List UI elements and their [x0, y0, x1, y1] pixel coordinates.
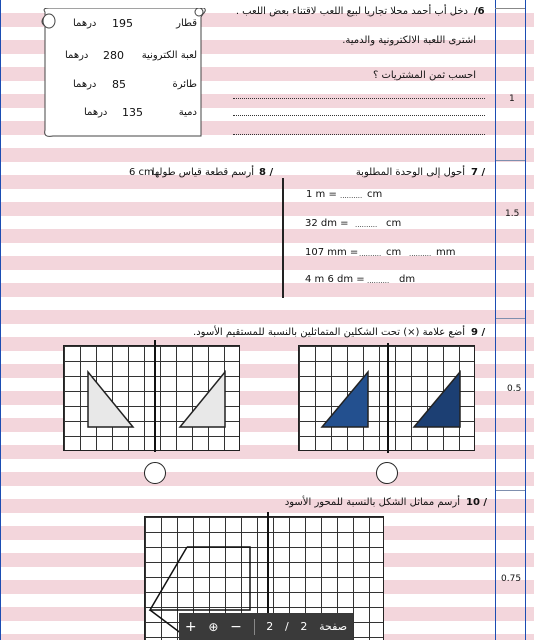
margin-line-right	[525, 0, 526, 640]
q7-row3-right: mm	[436, 247, 456, 258]
q7-row4-left: 4 m 6 dm =	[305, 274, 365, 285]
q6-line3: احسب ثمن المشتريات ؟	[372, 70, 476, 81]
q6-line2: اشترى اللعبة الالكترونية والدمية.	[342, 35, 476, 46]
q9-answer-circle-right[interactable]	[376, 462, 398, 484]
q6-number: /6	[474, 6, 485, 17]
price-name-2: طائرة	[172, 79, 197, 90]
price-unit-3: درهما	[84, 107, 108, 118]
margin-line-far-left	[0, 0, 1, 640]
q7-row3-left: 107 mm =	[305, 247, 359, 258]
zoom-in-button[interactable]: +	[184, 618, 197, 635]
page-total: 2	[266, 620, 274, 633]
price-name-0: قطار	[176, 18, 197, 29]
q9-axis-right	[387, 343, 389, 453]
q8-number: 8 /	[259, 167, 274, 178]
q8-title: أرسم قطعة قياس طولها	[151, 167, 254, 178]
q7-row4-dots[interactable]: ..........	[367, 277, 390, 285]
q7-row3-dots1[interactable]: ..........	[359, 250, 382, 258]
q7-row3-dots2[interactable]: ..........	[409, 250, 432, 258]
price-name-3: دمية	[178, 107, 197, 118]
score-q6: 1	[509, 94, 515, 104]
price-value-2: 85	[112, 78, 126, 91]
q10-title: أرسم مماثل الشكل بالنسبة للمحور الأسود	[284, 497, 460, 508]
q7-number: 7 /	[471, 167, 486, 178]
pdf-toolbar	[179, 613, 353, 640]
price-value-3: 135	[122, 106, 143, 119]
q7-row1-left: 1 m =	[306, 189, 337, 200]
q9-number: 9 /	[471, 327, 486, 338]
q6-line1: دخل أب أحمد محلا تجاريا لبيع اللعب لاقتناء بعض اللعب .	[235, 6, 468, 17]
margin-tick-1	[495, 8, 525, 9]
q7-row2-dots[interactable]: ..........	[355, 221, 378, 229]
q6-answer-line-3[interactable]	[233, 134, 485, 135]
q6-answer-line-2[interactable]	[233, 115, 485, 116]
margin-line-left	[495, 0, 496, 640]
q10-number: 10 /	[466, 497, 488, 508]
price-name-1: لعبة الكترونية	[141, 50, 197, 61]
q7-q8-divider	[282, 178, 284, 298]
q9-title: أضع علامة (×) تحت الشكلين المتماثلين بالنسبة للمستقيم الأسود.	[193, 327, 465, 338]
score-q7: 1.5	[505, 209, 520, 219]
price-unit-2: درهما	[73, 79, 97, 90]
zoom-icon[interactable]: ⊕	[208, 619, 219, 634]
page-separator: /	[284, 620, 289, 633]
q7-row4-right: dm	[399, 274, 416, 285]
q7-title: أحول إلى الوحدة المطلوبة	[355, 167, 465, 178]
price-value-0: 195	[112, 17, 133, 30]
toolbar-divider	[254, 619, 255, 635]
q9-shapes-left	[63, 345, 240, 451]
q9-answer-circle-left[interactable]	[144, 462, 166, 484]
q7-row1-dots[interactable]: ..........	[340, 192, 363, 200]
q7-row1-right: cm	[367, 189, 383, 200]
q8-length: 6 cm	[129, 167, 154, 178]
separator-2	[496, 318, 525, 319]
separator-3	[496, 490, 525, 491]
price-scroll-card	[39, 8, 207, 139]
separator-1	[496, 160, 525, 161]
page-label: صفحة	[319, 620, 348, 633]
price-unit-0: درهما	[73, 18, 97, 29]
zoom-out-button[interactable]: −	[230, 618, 242, 635]
score-q9: 0.5	[507, 384, 522, 394]
q7-row3-mid: cm	[386, 247, 402, 258]
price-value-1: 280	[103, 49, 124, 62]
q7-row2-left: 32 dm =	[305, 218, 349, 229]
q9-axis-left	[154, 340, 156, 452]
q6-answer-line-1[interactable]	[233, 98, 485, 99]
page-current[interactable]: 2	[300, 620, 308, 633]
q7-row2-right: cm	[386, 218, 402, 229]
score-q10: 0.75	[501, 574, 522, 584]
price-unit-1: درهما	[65, 50, 89, 61]
